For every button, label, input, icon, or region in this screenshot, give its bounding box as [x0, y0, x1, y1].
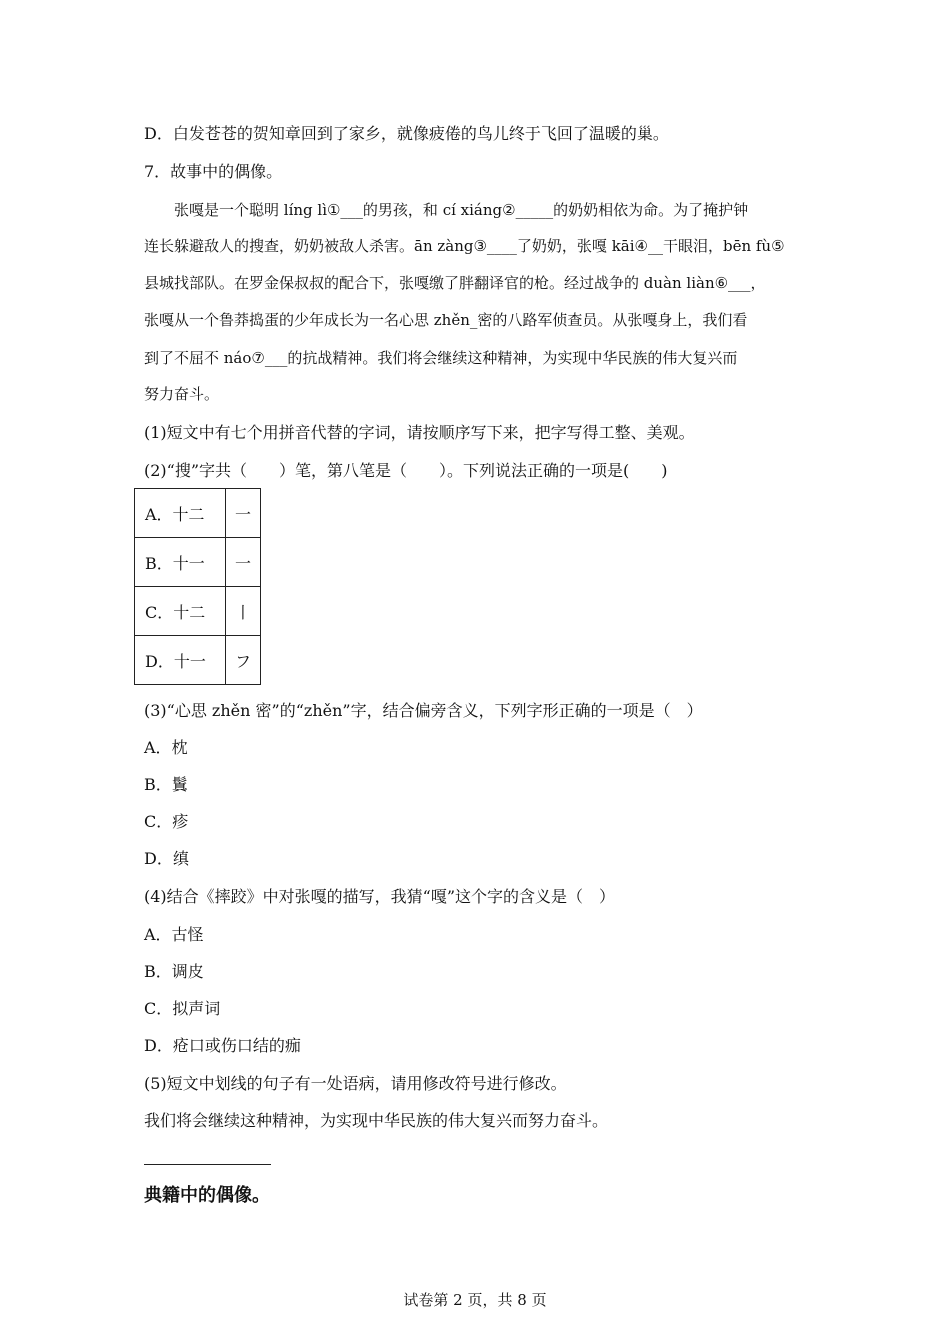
question-7-title: 7．故事中的偶像。 [144, 162, 283, 181]
prev-option-d: D．白发苍苍的贺知章回到了家乡，就像疲倦的鸟儿终于飞回了温暖的巢。 [144, 124, 669, 143]
option-stroke: 一 [226, 538, 261, 587]
sub-question-3: (3)“心思 zhěn 密”的“zhěn”字，结合偏旁含义，下列字形正确的一项是（ ） [144, 701, 703, 720]
section-divider [144, 1164, 271, 1165]
option-label: D．十一 [135, 636, 226, 685]
sub-question-4: (4)结合《摔跤》中对张嘎的描写，我猜“嘎”这个字的含义是（ ） [144, 887, 616, 906]
passage-line: 张嘎是一个聪明 líng lì①___的男孩，和 cí xiáng②_____的奶奶相依为命。为了掩护钟 [144, 201, 749, 219]
option-a[interactable]: A．枕 [144, 738, 188, 757]
option-a[interactable]: A．古怪 [144, 925, 204, 944]
option-d[interactable]: D．缜 [144, 849, 189, 868]
passage-line: 张嘎从一个鲁莽捣蛋的少年成长为一名心思 zhěn_密的八路军侦查员。从张嘎身上，我们看 [144, 311, 748, 329]
option-label: A．十二 [135, 489, 226, 538]
option-stroke: 丨 [226, 587, 261, 636]
option-d[interactable]: D．疮口或伤口结的痂 [144, 1036, 301, 1055]
passage-line: 到了不屈不 náo⑦___的抗战精神。我们将会继续这种精神，为实现中华民族的伟大复兴而 [144, 349, 738, 367]
sub-question-5: (5)短文中划线的句子有一处语病，请用修改符号进行修改。 [144, 1074, 567, 1093]
sub-question-1: (1)短文中有七个用拼音代替的字词，请按顺序写下来，把字写得工整、美观。 [144, 423, 695, 442]
passage-line: 县城找部队。在罗金保叔叔的配合下，张嘎缴了胖翻译官的枪。经过战争的 duàn liàn⑥___， [144, 274, 766, 292]
option-b[interactable]: B．调皮 [144, 962, 204, 981]
option-label: C．十二 [135, 587, 226, 636]
option-label: B．十一 [135, 538, 226, 587]
page-footer: 试卷第 2 页，共 8 页 [403, 1291, 547, 1309]
table-row[interactable] [135, 538, 261, 587]
section-title: 典籍中的偶像。 [144, 1185, 270, 1206]
passage-line: 连长躲避敌人的搜查，奶奶被敌人杀害。ān zàng③____了奶奶，张嘎 kāi④__干眼泪，bēn fù⑤ [144, 237, 785, 255]
sub-question-2: (2)“搜”字共（ ）笔，第八笔是（ ）。下列说法正确的一项是( ) [144, 461, 668, 480]
table-row[interactable] [135, 489, 261, 538]
option-c[interactable]: C．拟声词 [144, 999, 221, 1018]
underlined-sentence: 我们将会继续这种精神，为实现中华民族的伟大复兴而努力奋斗。 [144, 1111, 609, 1130]
table-row[interactable] [135, 587, 261, 636]
table-row[interactable] [135, 636, 261, 685]
passage-line: 努力奋斗。 [144, 385, 220, 403]
option-c[interactable]: C．疹 [144, 812, 189, 831]
stroke-options-table [134, 488, 261, 685]
option-stroke: フ [226, 636, 261, 685]
option-b[interactable]: B．鬒 [144, 775, 188, 794]
option-stroke: 一 [226, 489, 261, 538]
